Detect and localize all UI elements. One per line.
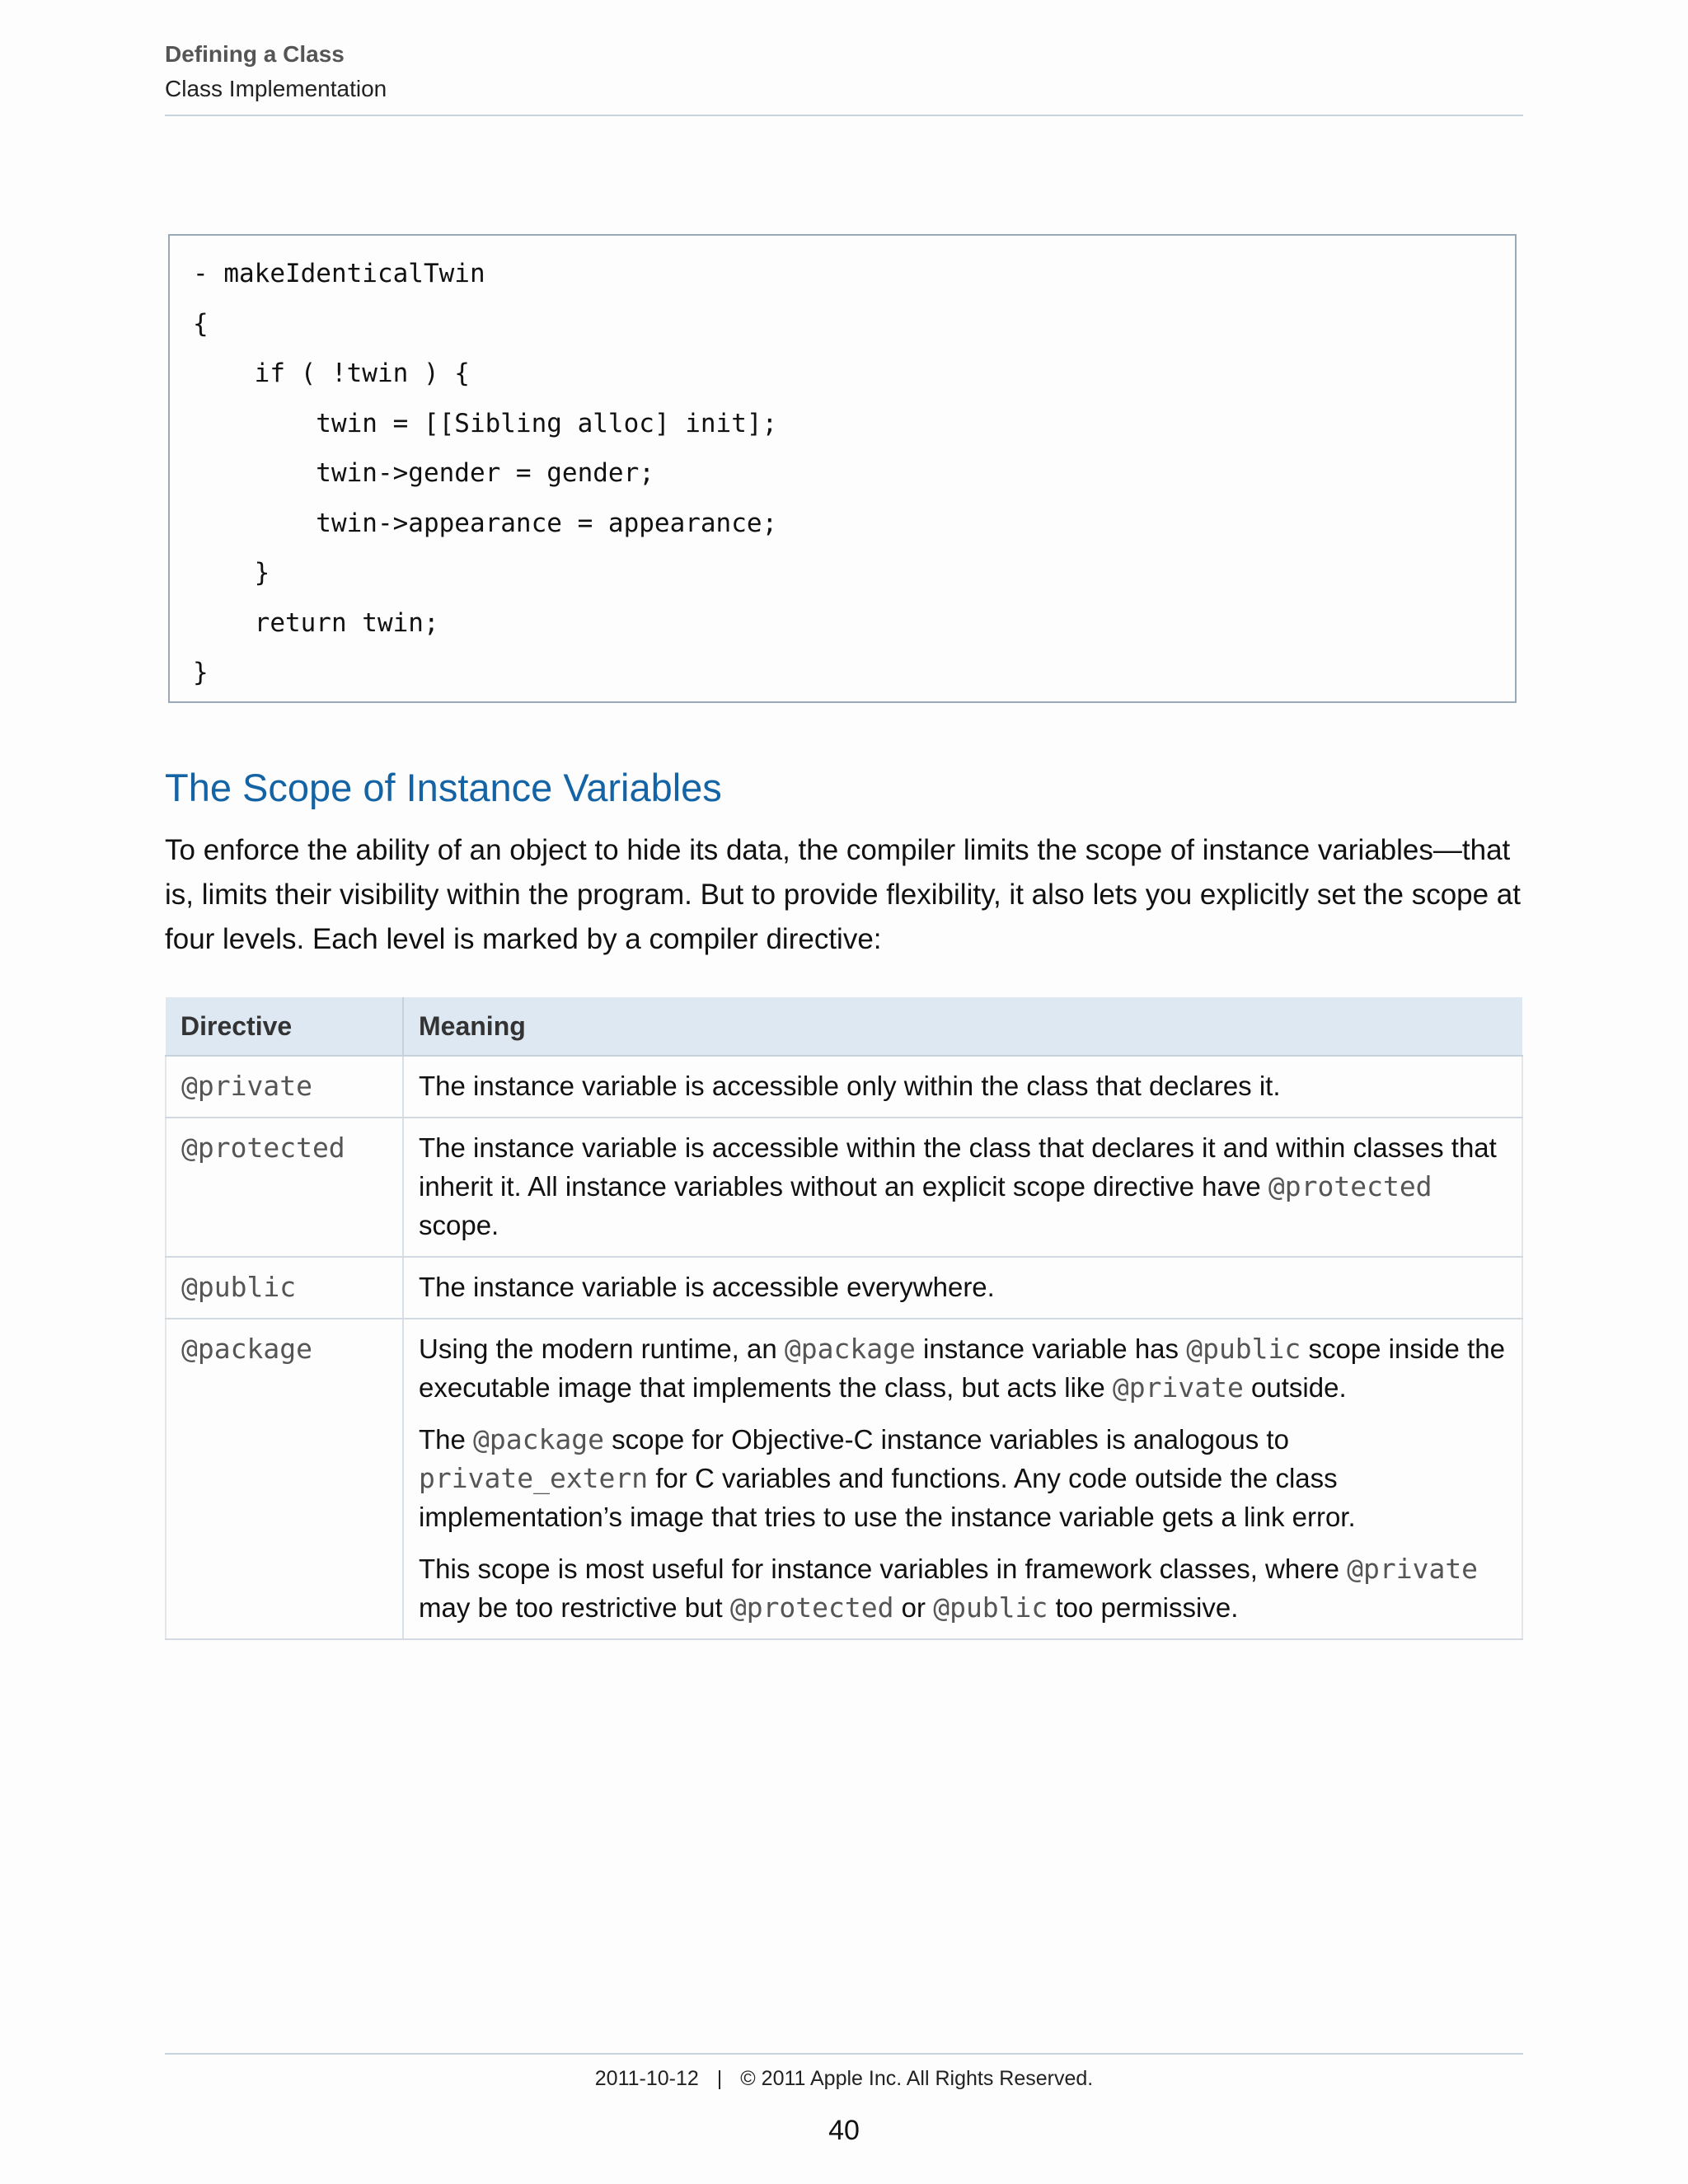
meaning-text: or xyxy=(893,1592,934,1623)
footer-copyright: © 2011 Apple Inc. All Rights Reserved. xyxy=(740,2067,1094,2090)
table-row xyxy=(166,1056,1522,1118)
page-header xyxy=(165,38,1523,107)
meaning-text: too permissive. xyxy=(1048,1592,1239,1623)
inline-code: @private xyxy=(1112,1371,1244,1404)
meaning-cell xyxy=(403,1319,1522,1639)
code-line: { xyxy=(193,308,209,339)
inline-code: @package xyxy=(473,1423,604,1455)
meaning-cell: The instance variable is accessible everywhere. xyxy=(403,1257,1522,1319)
code-line: } xyxy=(193,658,209,687)
chapter-title: Defining a Class xyxy=(165,41,345,67)
section-heading: The Scope of Instance Variables xyxy=(165,766,722,809)
footer-date: 2011-10-12 xyxy=(594,2067,699,2090)
directive-code: @package xyxy=(181,1333,312,1365)
directive-cell xyxy=(166,1257,403,1319)
inline-code: @public xyxy=(933,1591,1048,1624)
footer-divider xyxy=(165,2053,1523,2055)
code-listing xyxy=(168,234,1517,703)
column-header-meaning: Meaning xyxy=(403,997,1522,1056)
meaning-paragraph xyxy=(419,1329,1507,1407)
meaning-text: scope. xyxy=(419,1210,499,1240)
inline-code: private_extern xyxy=(419,1462,649,1494)
meaning-text: may be too restrictive but xyxy=(419,1592,730,1623)
header-divider xyxy=(165,115,1523,116)
meaning-cell: The instance variable is accessible only within the class that declares it. xyxy=(403,1056,1522,1118)
directive-cell xyxy=(166,1319,403,1639)
section-subtitle: Class Implementation xyxy=(165,76,387,101)
meaning-text: outside. xyxy=(1243,1372,1347,1403)
meaning-text: for C variables and functions. Any code outside the class implementation’s image that tries to use the instance variable gets a link error. xyxy=(419,1463,1356,1532)
directive-table xyxy=(165,997,1523,1640)
intro-paragraph: To enforce the ability of an object to hide its data, the compiler limits the scope of instance variables—that is, limits their visibility within the program. But to provide flexibility, it also lets you explicitly set the scope at four levels. Each level is marked by a compiler directive: xyxy=(165,834,1521,955)
meaning-text: The xyxy=(419,1424,474,1455)
code-line: if ( !twin ) { xyxy=(193,359,470,388)
code-line: } xyxy=(193,558,270,588)
code-line: twin->appearance = appearance; xyxy=(193,508,778,538)
meaning-text: instance variable has xyxy=(915,1333,1187,1364)
inline-code: @public xyxy=(1186,1333,1301,1365)
inline-code: @protected xyxy=(1268,1170,1432,1202)
meaning-text: This scope is most useful for instance variables in framework classes, where xyxy=(419,1554,1348,1584)
table-row xyxy=(166,1319,1522,1639)
table-row xyxy=(166,1257,1522,1319)
code-line: twin = [[Sibling alloc] init]; xyxy=(193,408,778,438)
meaning-text: scope for Objective-C instance variables is analogous to xyxy=(604,1424,1289,1455)
inline-code: @private xyxy=(1347,1553,1479,1585)
meaning-text: scope inside the executable image that implements the class, but acts like xyxy=(419,1333,1505,1403)
code-line: - makeIdenticalTwin xyxy=(193,259,485,288)
footer-separator: | xyxy=(716,2067,723,2090)
page-number: 40 xyxy=(828,2115,860,2146)
table-row xyxy=(166,1118,1522,1257)
directive-cell xyxy=(166,1118,403,1257)
code-line: return twin; xyxy=(193,607,439,638)
directive-code: @public xyxy=(181,1271,297,1303)
directive-code: @protected xyxy=(181,1132,345,1164)
column-header-directive: Directive xyxy=(166,997,403,1056)
meaning-text: Using the modern runtime, an xyxy=(419,1333,785,1364)
meaning-paragraph xyxy=(419,1420,1507,1536)
meaning-cell xyxy=(403,1118,1522,1257)
table-header-row xyxy=(166,997,1522,1056)
meaning-paragraph xyxy=(419,1549,1507,1627)
page-footer xyxy=(0,2067,1688,2091)
inline-code: @protected xyxy=(729,1591,894,1624)
directive-code: @private xyxy=(181,1070,312,1102)
meaning-text: The instance variable is accessible within the class that declares it and within classes that inherit it. All instance variables without an explicit scope directive have xyxy=(419,1132,1497,1202)
directive-cell xyxy=(166,1056,403,1118)
code-line: twin->gender = gender; xyxy=(193,458,654,488)
inline-code: @package xyxy=(784,1333,916,1365)
